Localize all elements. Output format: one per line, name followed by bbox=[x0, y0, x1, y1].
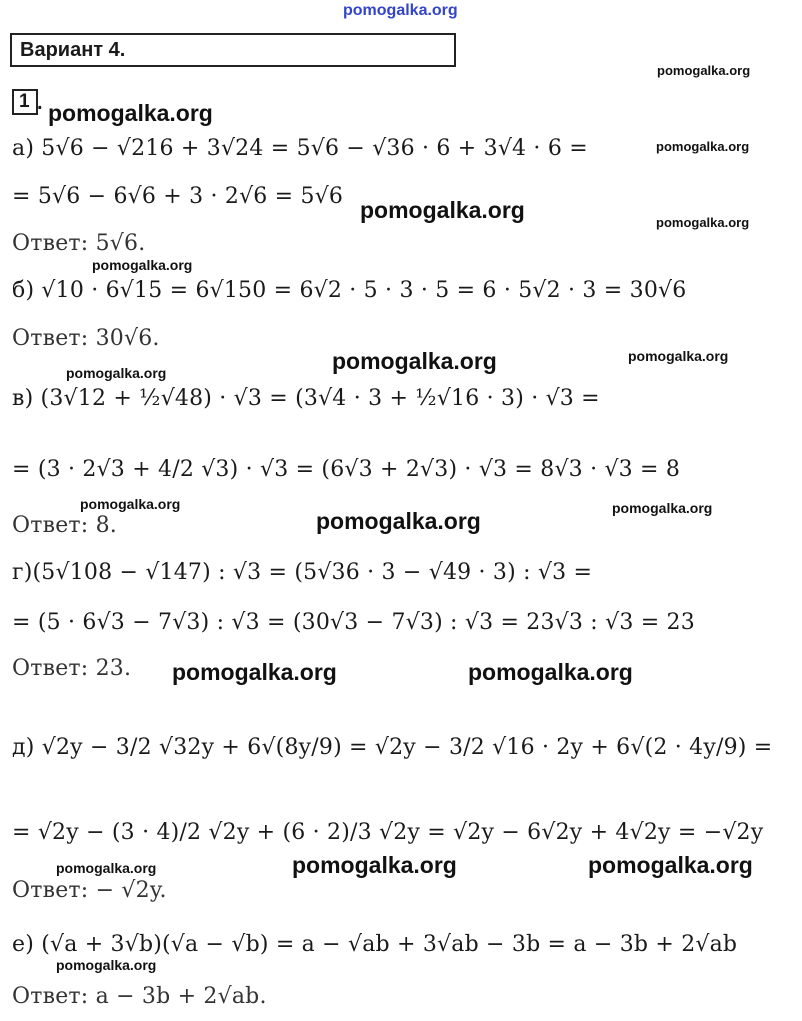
solution-line-a2: = 5√6 − 6√6 + 3 · 2√6 = 5√6 bbox=[12, 184, 344, 209]
watermark: pomogalka.org bbox=[656, 139, 750, 154]
task-number-dot: . bbox=[37, 92, 43, 114]
watermark: pomogalka.org bbox=[657, 63, 751, 78]
watermark: pomogalka.org bbox=[588, 852, 753, 878]
task-number: 1 bbox=[12, 89, 38, 115]
answer-b: Ответ: 30√6. bbox=[12, 326, 160, 351]
watermark: pomogalka.org bbox=[56, 860, 157, 876]
answer-d: Ответ: − √2y. bbox=[12, 878, 167, 903]
watermark: pomogalka.org bbox=[468, 659, 633, 685]
watermark: pomogalka.org bbox=[92, 257, 193, 273]
solution-line-v2: = (3 · 2√3 + 4/2 √3) · √3 = (6√3 + 2√3) · √3 = 8√3 · √3 = 8 bbox=[12, 457, 681, 482]
solution-line-g1: г)(5√108 − √147) : √3 = (5√36 · 3 − √49 · 3) : √3 = bbox=[12, 560, 593, 585]
watermark: pomogalka.org bbox=[48, 100, 213, 126]
answer-g: Ответ: 23. bbox=[12, 656, 132, 681]
solution-line-v1: в) (3√12 + ½√48) · √3 = (3√4 · 3 + ½√16 · 3) · √3 = bbox=[12, 386, 600, 411]
watermark: pomogalka.org bbox=[292, 852, 457, 878]
watermark: pomogalka.org bbox=[628, 348, 729, 364]
answer-a: Ответ: 5√6. bbox=[12, 231, 146, 256]
watermark: pomogalka.org bbox=[316, 508, 481, 534]
answer-v: Ответ: 8. bbox=[12, 513, 117, 538]
variant-header: Вариант 4. bbox=[10, 33, 456, 67]
watermark: pomogalka.org bbox=[66, 365, 167, 381]
solution-line-e1: е) (√a + 3√b)(√a − √b) = a − √ab + 3√ab − 3b = a − 3b + 2√ab bbox=[12, 932, 738, 957]
watermark: pomogalka.org bbox=[612, 500, 713, 516]
answer-e: Ответ: a − 3b + 2√ab. bbox=[12, 984, 267, 1009]
watermark: pomogalka.org bbox=[656, 215, 750, 230]
solution-line-g2: = (5 · 6√3 − 7√3) : √3 = (30√3 − 7√3) : √3 = 23√3 : √3 = 23 bbox=[12, 610, 695, 635]
watermark-top: pomogalka.org bbox=[343, 2, 458, 19]
watermark: pomogalka.org bbox=[56, 957, 157, 973]
solution-line-a1: а) 5√6 − √216 + 3√24 = 5√6 − √36 · 6 + 3√4 · 6 = bbox=[12, 136, 588, 161]
solution-line-b1: б) √10 · 6√15 = 6√150 = 6√2 · 5 · 3 · 5 = 6 · 5√2 · 3 = 30√6 bbox=[12, 278, 687, 303]
watermark: pomogalka.org bbox=[80, 496, 181, 512]
solution-line-d2: = √2y − (3 · 4)/2 √2y + (6 · 2)/3 √2y = √2y − 6√2y + 4√2y = −√2y bbox=[12, 820, 764, 845]
solution-line-d1: д) √2y − 3/2 √32y + 6√(8y/9) = √2y − 3/2 √16 · 2y + 6√(2 · 4y/9) = bbox=[12, 735, 773, 760]
watermark: pomogalka.org bbox=[172, 659, 337, 685]
watermark: pomogalka.org bbox=[332, 348, 497, 374]
watermark: pomogalka.org bbox=[360, 197, 525, 223]
